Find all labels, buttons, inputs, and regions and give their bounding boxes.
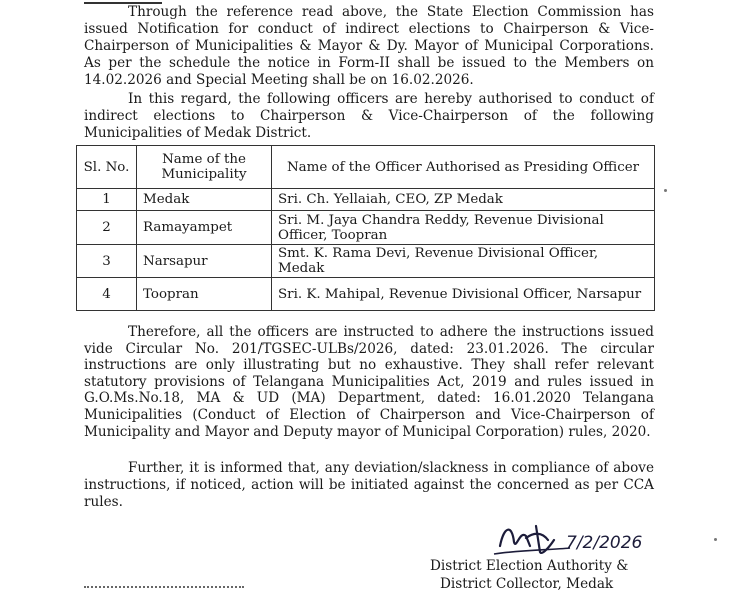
paragraph-notification: Through the reference read above, the State Election Commission has issued Notification for conduct of indirect elections to Chairperson & Vice-Chairperson of Municipalities & Mayor & Dy. Mayor of Municipal Corporations. As per the schedule the notice in Form-II shall be issued to the Members on 14.02.2026 and Special Meeting shall be on 16.02.2026. <box>84 4 654 88</box>
signatory-designation-line1: District Election Authority & <box>430 558 629 574</box>
table-row <box>77 278 655 311</box>
cell-sl: 4 <box>77 278 137 311</box>
cell-municipality: Ramayampet <box>137 211 272 245</box>
header-sl-no: Sl. No. <box>77 146 137 189</box>
cell-sl: 3 <box>77 245 137 278</box>
signature-underline <box>494 548 570 554</box>
handwritten-date: 7/2/2026 <box>566 533 643 553</box>
table-row <box>77 189 655 211</box>
table-row <box>77 211 655 245</box>
scan-speck <box>714 538 717 541</box>
signatory-designation-line2: District Collector, Medak <box>440 576 614 592</box>
cell-municipality: Medak <box>137 189 272 211</box>
cut-off-bottom-text <box>84 586 244 588</box>
header-officer: Name of the Officer Authorised as Presiding Officer <box>272 146 655 189</box>
cell-officer: Sri. K. Mahipal, Revenue Divisional Officer, Narsapur <box>272 278 655 311</box>
scan-speck <box>664 189 667 192</box>
paragraph-authorisation: In this regard, the following officers are hereby authorised to conduct of indirect elections to Chairperson & Vice-Chairperson of the following Municipalities of Medak District. <box>84 91 654 141</box>
paragraph-instructions: Therefore, all the officers are instructed to adhere the instructions issued vide Circular No. 201/TGSEC-ULBs/2026, dated: 23.01.2026. The circular instructions are only illustrating but no exhaustive. They shall refer relevant statutory provisions of Telangana Municipalities Act, 2019 and rules issued in G.O.Ms.No.18, MA & UD (MA) Department, dated: 16.01.2020 Telangana Municipalities (Conduct of Election of Chairperson and Vice-Chairperson of Municipality and Mayor and Deputy mayor of Municipal Corporation) rules, 2020. <box>84 324 654 440</box>
cell-municipality: Toopran <box>137 278 272 311</box>
cell-sl: 1 <box>77 189 137 211</box>
cell-officer: Smt. K. Rama Devi, Revenue Divisional Officer, Medak <box>272 245 655 278</box>
cell-officer: Sri. Ch. Yellaiah, CEO, ZP Medak <box>272 189 655 211</box>
officers-table <box>76 145 655 311</box>
cell-sl: 2 <box>77 211 137 245</box>
cell-municipality: Narsapur <box>137 245 272 278</box>
table-header-row <box>77 146 655 189</box>
header-municipality: Name of the Municipality <box>137 146 272 189</box>
table-row <box>77 245 655 278</box>
paragraph-compliance: Further, it is informed that, any deviation/slackness in compliance of above instructions, if noticed, action will be initiated against the concerned as per CCA rules. <box>84 460 654 510</box>
cell-officer: Sri. M. Jaya Chandra Reddy, Revenue Divisional Officer, Toopran <box>272 211 655 245</box>
